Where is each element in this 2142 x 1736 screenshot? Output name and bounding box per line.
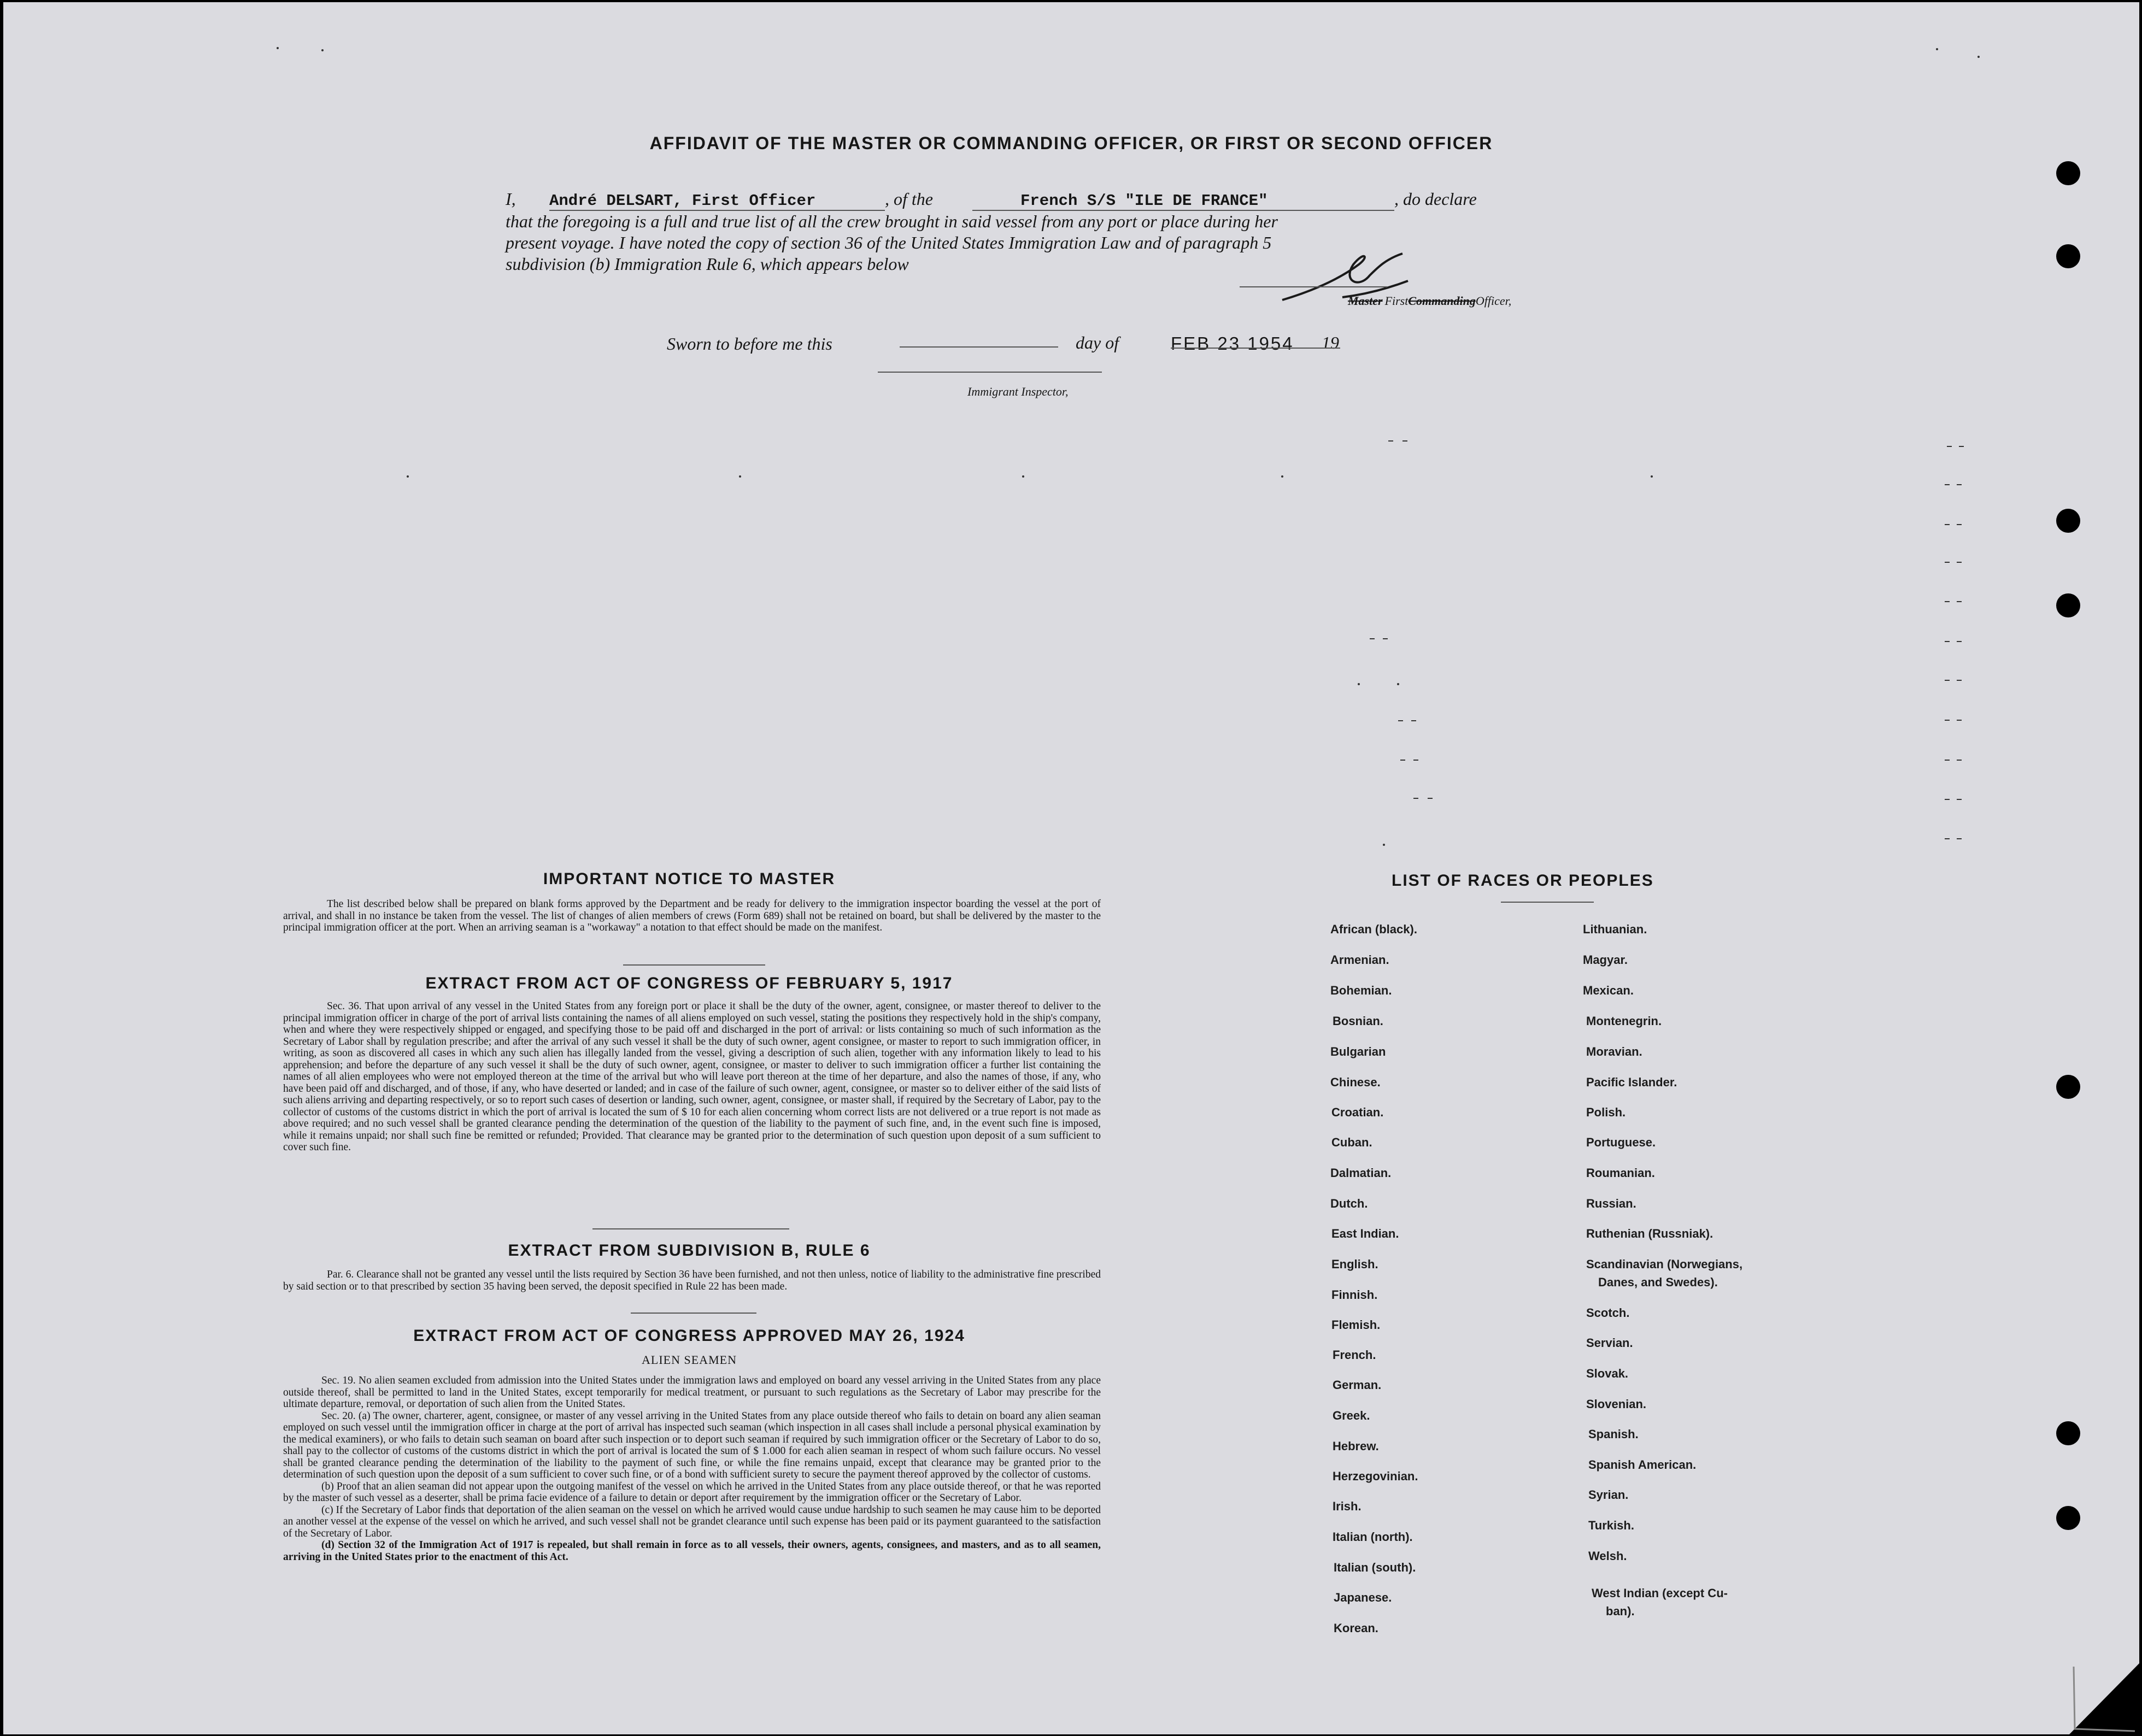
trace-mark [1945, 601, 1950, 602]
punch-hole [2056, 161, 2080, 185]
trace-dot [407, 475, 409, 478]
day-of-text: day of [1076, 333, 1119, 352]
trace-mark [1400, 760, 1405, 761]
races-divider [1501, 902, 1594, 903]
race-item: English. [1331, 1257, 1378, 1271]
vessel-name: French S/S "ILE DE FRANCE" [972, 192, 1394, 211]
race-item: Mexican. [1583, 984, 1634, 997]
race-item: Italian (north). [1333, 1530, 1413, 1544]
race-item: Portuguese. [1586, 1135, 1656, 1149]
race-item: Ruthenian (Russniak). [1586, 1227, 1713, 1240]
race-item: Lithuanian. [1583, 922, 1647, 936]
trace-mark [1957, 524, 1962, 525]
trace-mark [1370, 638, 1375, 639]
race-item: Slovenian. [1586, 1397, 1647, 1411]
race-item: German. [1333, 1378, 1382, 1392]
race-item: Russian. [1586, 1197, 1636, 1210]
alien-seamen-subtitle: ALIEN SEAMEN [642, 1353, 737, 1367]
signature-first: First [1384, 294, 1409, 308]
struck-master: Master [1348, 294, 1383, 308]
race-item: Moravian. [1586, 1045, 1642, 1058]
race-item: Hebrew. [1333, 1439, 1379, 1453]
trace-mark [1957, 484, 1962, 485]
ink-speck [321, 49, 324, 51]
race-item: ban). [1606, 1604, 1635, 1618]
year-prefix: 19 [1322, 333, 1339, 352]
race-item: Scotch. [1586, 1306, 1630, 1320]
trace-mark [1957, 601, 1962, 602]
race-item: Syrian. [1588, 1488, 1629, 1502]
race-item: Turkish. [1588, 1519, 1634, 1532]
sec19-text: Sec. 19. No alien seamen excluded from admission into the United States under the immigration laws and employed on board any vessel arriving in the United States from any place outside thereof, shall be permitted to land in the United States, except temporarily for medical treatment, or pursuant to such regulations as the Secretary of Labor may prescribe for the ultimate departure, removal, or deportation of such alien from the United States. [283, 1375, 1101, 1410]
punch-hole [2056, 1421, 2080, 1445]
race-item: Bohemian. [1330, 984, 1392, 997]
race-item: Dutch. [1330, 1197, 1368, 1210]
ink-speck [1977, 56, 1980, 58]
punch-hole [2056, 244, 2080, 268]
race-item: Croatian. [1331, 1105, 1384, 1119]
trace-mark [1957, 641, 1962, 642]
trace-mark [1957, 720, 1962, 721]
trace-mark [1945, 524, 1950, 525]
sworn-day-blank [900, 346, 1058, 348]
race-item: Servian. [1586, 1336, 1633, 1350]
trace-dot [1383, 844, 1385, 846]
notice-title: IMPORTANT NOTICE TO MASTER [543, 870, 836, 888]
race-item: African (black). [1330, 922, 1417, 936]
trace-mark [1945, 760, 1950, 761]
race-item: Italian (south). [1334, 1561, 1416, 1574]
trace-mark [1945, 641, 1950, 642]
signature-caption [1348, 294, 1511, 308]
race-item: Slovak. [1586, 1367, 1629, 1380]
trace-mark [1959, 446, 1964, 447]
race-item: Spanish. [1588, 1427, 1639, 1441]
trace-dot [1397, 683, 1399, 685]
affidavit-i: I, [506, 189, 516, 209]
trace-mark [1957, 680, 1962, 681]
race-item: East Indian. [1331, 1227, 1399, 1240]
punch-hole [2056, 593, 2080, 617]
rule6-title: EXTRACT FROM SUBDIVISION B, RULE 6 [508, 1241, 871, 1260]
trace-mark [1945, 720, 1950, 721]
race-item: Bulgarian [1330, 1045, 1386, 1058]
race-item: Irish. [1333, 1499, 1362, 1513]
race-item: Japanese. [1334, 1591, 1392, 1604]
punch-hole [2056, 509, 2080, 533]
affidavit-of-the: , of the [885, 189, 933, 209]
ink-speck [1936, 48, 1938, 50]
trace-mark [1413, 760, 1418, 761]
punch-hole [2056, 1075, 2080, 1099]
race-item: Bosnian. [1333, 1014, 1383, 1028]
trace-mark [1413, 798, 1418, 799]
race-item: Spanish American. [1588, 1458, 1697, 1472]
folded-corner [2069, 1663, 2139, 1734]
affidavit-line-1 [506, 189, 1477, 211]
date-stamp: FEB 23 1954 [1171, 333, 1294, 354]
affidavit-line-3: present voyage. I have noted the copy of section 36 of the United States Immigration Law and of paragraph 5 [506, 233, 1272, 252]
race-item: French. [1333, 1348, 1376, 1362]
ink-speck [277, 47, 279, 49]
race-item: Herzegovinian. [1333, 1469, 1418, 1483]
trace-mark [1411, 720, 1416, 721]
inspector-line [878, 372, 1102, 373]
race-item: Welsh. [1588, 1549, 1627, 1563]
trace-mark [1402, 440, 1407, 442]
race-item: Armenian. [1330, 953, 1389, 967]
affidavit-line-4: subdivision (b) Immigration Rule 6, which appears below [506, 254, 909, 274]
sec20c-text: (c) If the Secretary of Labor finds that deportation of the alien seaman on the vessel on which he arrived would cause undue hardship to such seamen he may cause him to be deported an another vessel at the expense of the vessel on which he arrived, and such vessel shall not be grandet clearance until such expense has been paid or its payment guaranteed to the satisfaction of the Secretary of Labor. [283, 1504, 1101, 1539]
trace-mark [1945, 799, 1950, 800]
notice-divider [623, 964, 765, 966]
notice-text: The list described below shall be prepared on blank forms approved by the Department and be ready for delivery to the immigration inspector boarding the vessel at the port of arrival, and shall in no instance be taken from the vessel. The list of changes of alien members of crews (Form 689) shall not be retained on board, but shall be delivered by the master to the principal immigration officer at the port. When an arriving seaman is a "workaway" a notation to that effect should be made on the manifest. [283, 898, 1101, 933]
trace-mark [1957, 760, 1962, 761]
race-item: Flemish. [1331, 1318, 1381, 1332]
race-item: Scandinavian (Norwegians, [1586, 1257, 1743, 1271]
manifest-page [3, 2, 2139, 1734]
rule6-text: Par. 6. Clearance shall not be granted any vessel until the lists required by Section 36 have been furnished, and not then unless, notice of liability to the administrative fine prescribed by said section or to that prescribed by section 35 having been served, the deposit specified in Rule 22 has been made. [283, 1269, 1101, 1292]
date-blank [1171, 348, 1340, 349]
race-item: Montenegrin. [1586, 1014, 1662, 1028]
trace-mark [1383, 638, 1388, 639]
race-item: Danes, and Swedes). [1598, 1275, 1718, 1289]
trace-dot [1358, 683, 1360, 685]
trace-dot [1022, 475, 1024, 478]
trace-mark [1945, 680, 1950, 681]
trace-dot [1651, 475, 1653, 478]
extract-1924-title: EXTRACT FROM ACT OF CONGRESS APPROVED MAY 26, 1924 [413, 1327, 965, 1345]
race-item: Pacific Islander. [1586, 1075, 1677, 1089]
trace-dot [739, 475, 741, 478]
races-title: LIST OF RACES OR PEOPLES [1392, 872, 1654, 890]
signature-officer: Officer, [1475, 294, 1512, 308]
punch-hole [2056, 1506, 2080, 1530]
affidavit-line-2: that the foregoing is a full and true list of all the crew brought in said vessel from any port or place during her [506, 211, 1278, 231]
affidavit-declare: , do declare [1394, 189, 1477, 209]
extract-1924-body [283, 1375, 1101, 1563]
trace-mark [1398, 720, 1403, 721]
inspector-label: Immigrant Inspector, [967, 385, 1069, 398]
extract-1917-title: EXTRACT FROM ACT OF CONGRESS OF FEBRUARY 5, 1917 [425, 974, 953, 992]
race-item: Chinese. [1330, 1075, 1381, 1089]
signature-line [1240, 286, 1387, 287]
trace-mark [1945, 838, 1950, 839]
extract-1917-divider [592, 1228, 789, 1229]
race-item: Korean. [1334, 1621, 1378, 1635]
race-item: Finnish. [1331, 1288, 1378, 1302]
struck-commanding: Commanding [1408, 294, 1476, 308]
affidavit-title: AFFIDAVIT OF THE MASTER OR COMMANDING OFFICER, OR FIRST OR SECOND OFFICER [649, 133, 1493, 153]
trace-mark [1957, 562, 1962, 563]
race-item: Cuban. [1331, 1135, 1372, 1149]
rule6-divider [631, 1313, 756, 1314]
trace-mark [1388, 440, 1393, 442]
trace-mark [1957, 799, 1962, 800]
trace-mark [1945, 484, 1950, 485]
race-item: Greek. [1333, 1409, 1370, 1422]
trace-mark [1428, 798, 1433, 799]
sec20b-text: (b) Proof that an alien seaman did not appear upon the outgoing manifest of the vessel on which he arrived in the United States from any place outside thereof, or that he was reported by the master of such vessel as a deserter, shall be prima facie evidence of a failure to detain or deport after requirement by the immigration officer or the Secretary of Labor. [283, 1480, 1101, 1504]
trace-mark [1957, 838, 1962, 839]
race-item: Polish. [1586, 1105, 1626, 1119]
sworn-text: Sworn to before me this [667, 334, 832, 354]
sec20d-text: (d) Section 32 of the Immigration Act of 1917 is repealed, but shall remain in force as to all vessels, their owners, agents, consignees, and masters, and as to all seamen, arriving in the United States prior to the enactment of this Act. [283, 1539, 1101, 1563]
race-item: Dalmatian. [1330, 1166, 1392, 1180]
trace-mark [1947, 446, 1952, 447]
sec20a-text: Sec. 20. (a) The owner, charterer, agent, consignee, or master of any vessel arriving in the United States from any place outside thereof who fails to detain on board any alien seaman employed on such vessel until the immigration officer in charge at the port of arrival has inspected such seaman (which inspection in all cases shall include a personal physical examination by the medical examiners), or who fails to detain such seaman on board after such inspection or to deport such seaman if required by such immigration officer or the Secretary of Labor to do so, shall pay to the collector of customs of the customs district in which the port of arrival is located the sum of $ 1.000 for each alien seaman in respect of whom such failure occurs. No vessel shall be granted clearance pending the determination of the liability to the payment of such fine, or while the fine remains unpaid, except that clearance may be granted prior to the determination of such question upon the deposit of a sum sufficient to cover such fine, or of a bond with sufficient surety to secure the payment thereof approved by the collector of customs. [283, 1410, 1101, 1480]
race-item: Roumanian. [1586, 1166, 1655, 1180]
officer-name: André DELSART, First Officer [549, 192, 885, 211]
trace-dot [1281, 475, 1283, 478]
extract-1917-text: Sec. 36. That upon arrival of any vessel in the United States from any foreign port or place it shall be the duty of the owner, agent, consignee, or master thereof to deliver to the principal immigration officer in charge of the port of arrival lists containing the names of all aliens employed on such vessel, stating the positions they respectively hold in the ship's company, when and where they were respectively shipped or engaged, and specifying those to be paid off and discharged in the port of arrival: or lists containing so much of such information as the Secretary of Labor shall by regulation prescribe; and after the arrival of any such vessel it shall be the duty of such owner, agent consignee, or master to report to such immigration officer, in writing, as soon as discovered all cases in which any such alien has illegally landed from the vessel, giving a description of such alien, together with any information likely to lead to his apprehension; and before the departure of any such vessel it shall be the duty of such owner, agent, consignee, or master to deliver to such immigration officer a further list containing the names of all alien employees who were not employed thereon at the time of the arrival but who will leave port thereon at the time of her departure, and also the names of those, if any, who have been paid off and discharged, and of those, if any, who have deserted or landed; and in case of the failure of such owner, agent, consignee, or master so to deliver either of the said lists of such aliens arriving and departing respectively, or so to report such cases of desertion or landing, such owner, agent, consignee, or master shall, if required by the Secretary of Labor, pay to the collector of customs of the customs district in which the port of arrival is located the sum of $ 10 for each alien concerning whom correct lists are not delivered or a true report is not made as above required; and no such vessel shall be granted clearance pending the determination of the question of the liability to the payment of such fine, and, in the event such fine is imposed, while it remains unpaid; nor shall such fine be remitted or refunded; Provided. That clearance may be granted prior to the determination of such question upon deposit of a sum sufficient to cover such fine. [283, 1001, 1101, 1153]
race-item: Magyar. [1583, 953, 1628, 967]
race-item: West Indian (except Cu- [1592, 1586, 1728, 1600]
trace-mark [1945, 562, 1950, 563]
